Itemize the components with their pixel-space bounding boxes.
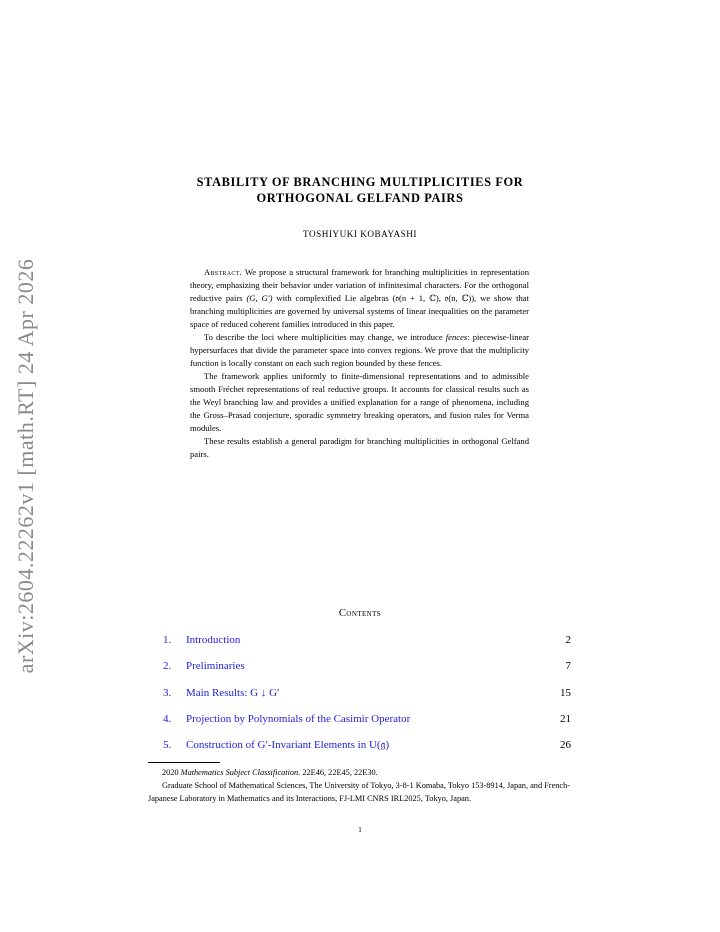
abstract-p2-end: : piecewise-linear hypersurfaces that divide the parameter space into convex regions. We prove that the multiplicity function is locally constant on each such region bounded by these fences.: [190, 332, 529, 368]
abstract-paragraph-1: [190, 266, 529, 331]
toc-item-page: 26: [560, 739, 571, 752]
contents-heading: Contents: [338, 608, 382, 619]
toc-item-number[interactable]: 5.: [163, 739, 172, 752]
abstract-paragraph-4: These results establish a general paradigm for branching multiplicities in orthogonal Gelfand pairs.: [190, 436, 529, 459]
toc-item-link[interactable]: Projection by Polynomials of the Casimir Operator: [186, 712, 411, 725]
footnotes: [148, 767, 570, 805]
abstract-p1-intro: We propose a structural framework for branching multiplicities in representation theory, emphasizing their behavior under variation of infinitesimal characters. For the orthogonal reductive pairs: [190, 267, 530, 303]
table-of-contents: [163, 632, 571, 763]
footnote-divider: [148, 762, 220, 763]
toc-item-number[interactable]: 3.: [163, 686, 172, 699]
msc-year: 2020: [162, 768, 179, 777]
toc-item-number[interactable]: 2.: [163, 660, 172, 673]
footnote-msc: [148, 767, 570, 780]
abstract-p1-mid: with complexified Lie algebras: [272, 293, 393, 303]
toc-item-link[interactable]: Main Results: G ↓ G′: [186, 686, 280, 699]
toc-item-number[interactable]: 1.: [163, 634, 172, 646]
toc-item-introduction[interactable]: [163, 632, 571, 658]
abstract-label: Abstract.: [204, 267, 243, 277]
arxiv-identifier: [6, 246, 46, 686]
footnote-affiliation: Graduate School of Mathematical Sciences, The University of Tokyo, 3-8-1 Komaba, Tokyo 153-8914, Japan, and French-Japanese Laboratory in Mathematics and its Interactions, FJ-LMI CNRS IRL2025, Tokyo, Japan.: [148, 780, 570, 803]
msc-codes: 22E46, 22E45, 22E30.: [302, 768, 378, 777]
abstract-paragraph-3: The framework applies uniformly to finite-dimensional representations and to admissible smooth Fréchet representations of real reductive groups. It accounts for classical results such as the Weyl branching law and provides a unified explanation for a range of phenomena, including the Gross–Prasad conjecture, sporadic symmetry breaking operators, and fusion rules for Verma modules.: [190, 371, 529, 433]
page-number: 1: [358, 825, 362, 834]
author: TOSHIYUKI KOBAYASHI: [303, 229, 417, 239]
abstract-p1-end: , we show that branching multiplicities are governed by universal systems of linear inequalities on the parameter space of reduced coherent families introduced in this paper.: [190, 293, 529, 329]
msc-label: Mathematics Subject Classification.: [180, 768, 301, 777]
toc-item-link[interactable]: Introduction: [186, 634, 241, 646]
toc-item-page: 7: [565, 660, 571, 673]
toc-item-link[interactable]: Construction of G′-Invariant Elements in U(𝔤): [186, 739, 390, 752]
abstract: [190, 266, 529, 461]
toc-item-number[interactable]: 4.: [163, 712, 172, 725]
toc-item-link[interactable]: Preliminaries: [186, 660, 245, 673]
toc-item-construction[interactable]: [163, 737, 571, 763]
abstract-p1-pair: (G, G′): [246, 293, 273, 303]
toc-item-main-results[interactable]: [163, 685, 571, 711]
toc-item-page: 2: [565, 634, 571, 646]
abstract-p2-term: fences: [445, 332, 468, 342]
title-line-2: ORTHOGONAL GELFAND PAIRS: [256, 191, 464, 205]
toc-item-preliminaries[interactable]: [163, 658, 571, 684]
toc-item-page: 21: [560, 712, 571, 725]
title-line-1: STABILITY OF BRANCHING MULTIPLICITIES FOR: [196, 175, 524, 189]
paper-title: [150, 174, 570, 206]
toc-item-projection[interactable]: [163, 711, 571, 737]
abstract-p1-algebras: (𝔬(n + 1, ℂ), 𝔬(n, ℂ)): [392, 293, 475, 303]
arxiv-identifier-text: arXiv:2604.22262v1 [math.RT] 24 Apr 2026: [13, 258, 38, 674]
abstract-p2-start: To describe the loci where multiplicities may change, we introduce: [204, 332, 446, 342]
abstract-paragraph-2: [190, 331, 529, 370]
toc-item-page: 15: [560, 686, 571, 699]
